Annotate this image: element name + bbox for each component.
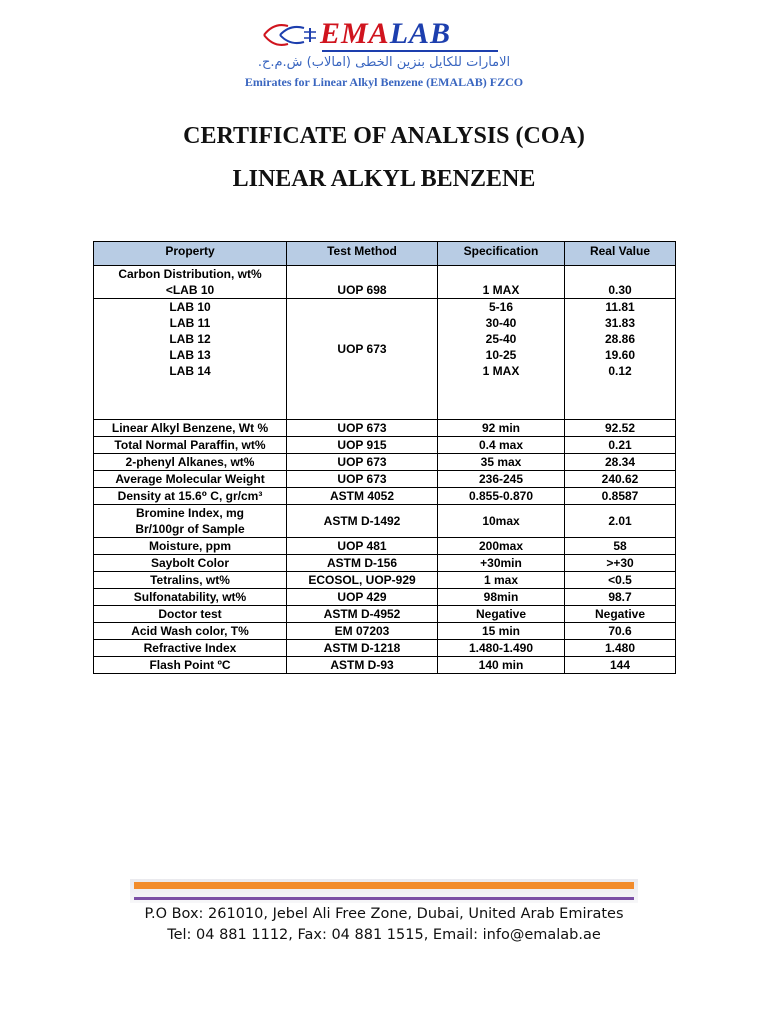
spec-cell: 15 min (438, 623, 565, 640)
property-cell: Moisture, ppm (94, 538, 287, 555)
footer-purple-bar (134, 897, 634, 900)
molecule-logo-icon (260, 20, 322, 50)
value-cell: 98.7 (565, 589, 676, 606)
table-row (94, 623, 676, 640)
method-cell: ECOSOL, UOP-929 (287, 572, 438, 589)
property-cell: Tetralins, wt% (94, 572, 287, 589)
spec-cell: 0.4 max (438, 437, 565, 454)
spec-cell: 0.855-0.870 (438, 488, 565, 505)
spec-cell: 92 min (438, 420, 565, 437)
property-cell: Sulfonatability, wt% (94, 589, 287, 606)
property-text: Carbon Distribution, wt% (118, 267, 262, 281)
table-row (94, 572, 676, 589)
property-text: <LAB 10 (165, 283, 215, 297)
spec-cell: 1 MAX (438, 266, 565, 299)
method-cell: UOP 915 (287, 437, 438, 454)
property-text: LAB 12 (169, 332, 211, 346)
table-row-lab-distribution (94, 299, 676, 420)
method-cell: EM 07203 (287, 623, 438, 640)
value-text: 11.81 (605, 300, 635, 314)
value-cell: 0.8587 (565, 488, 676, 505)
method-cell: UOP 481 (287, 538, 438, 555)
table-row (94, 555, 676, 572)
table-row (94, 657, 676, 674)
value-cell: 2.01 (565, 505, 676, 538)
product-title: LINEAR ALKYL BENZENE (232, 166, 536, 192)
table-row (94, 454, 676, 471)
property-text: Bromine Index, mg (135, 506, 245, 520)
value-text: 28.86 (604, 332, 636, 346)
property-cell: Average Molecular Weight (94, 471, 287, 488)
spec-cell: 35 max (438, 454, 565, 471)
value-cell: <0.5 (565, 572, 676, 589)
method-cell: ASTM D-1218 (287, 640, 438, 657)
spec-text: 25-40 (485, 332, 517, 346)
spec-cell: 1 max (438, 572, 565, 589)
analysis-table (93, 241, 676, 674)
property-text: LAB 14 (169, 364, 211, 378)
header-test-method: Test Method (287, 242, 438, 266)
method-cell: ASTM D-1492 (287, 505, 438, 538)
method-cell: UOP 673 (287, 471, 438, 488)
header-real-value: Real Value (565, 242, 676, 266)
property-cell (94, 299, 287, 420)
table-row (94, 538, 676, 555)
method-cell: ASTM D-4952 (287, 606, 438, 623)
value-cell: 92.52 (565, 420, 676, 437)
table-row (94, 488, 676, 505)
property-cell (94, 505, 287, 538)
logo-underline (322, 50, 498, 52)
table-row (94, 589, 676, 606)
value-cell: 1.480 (565, 640, 676, 657)
value-cell: >+30 (565, 555, 676, 572)
table-header-row (94, 242, 676, 266)
footer-contact: Tel: 04 881 1112, Fax: 04 881 1515, Email: info@emalab.ae (167, 927, 601, 943)
arabic-company-name: الامارات للكايل بنزين الخطى (امالاب) ش.م.ح. (257, 55, 511, 70)
method-cell: UOP 673 (287, 420, 438, 437)
spec-cell: +30min (438, 555, 565, 572)
property-cell: Linear Alkyl Benzene, Wt % (94, 420, 287, 437)
value-cell: 240.62 (565, 471, 676, 488)
spec-text: 5-16 (488, 300, 514, 314)
spec-cell (438, 299, 565, 420)
method-cell: ASTM D-156 (287, 555, 438, 572)
table-row (94, 420, 676, 437)
value-text: 19.60 (604, 348, 636, 362)
table-row-carbon-distribution (94, 266, 676, 299)
value-cell: 0.21 (565, 437, 676, 454)
property-cell: Acid Wash color, T% (94, 623, 287, 640)
method-cell: UOP 429 (287, 589, 438, 606)
property-text: Br/100gr of Sample (135, 522, 245, 536)
footer-orange-bar (134, 882, 634, 889)
value-cell: 144 (565, 657, 676, 674)
spec-text: 30-40 (485, 316, 517, 330)
property-cell: Doctor test (94, 606, 287, 623)
method-cell: ASTM D-93 (287, 657, 438, 674)
value-cell: 58 (565, 538, 676, 555)
property-cell: Total Normal Paraffin, wt% (94, 437, 287, 454)
property-text: LAB 11 (169, 316, 211, 330)
property-cell: Refractive Index (94, 640, 287, 657)
property-cell: Flash Point ºC (94, 657, 287, 674)
spec-cell: 98min (438, 589, 565, 606)
method-cell: ASTM 4052 (287, 488, 438, 505)
spec-cell: 200max (438, 538, 565, 555)
table-row (94, 640, 676, 657)
value-text: 0.12 (608, 364, 632, 378)
method-cell: UOP 673 (287, 454, 438, 471)
property-cell: 2-phenyl Alkanes, wt% (94, 454, 287, 471)
method-cell: UOP 673 (287, 299, 438, 420)
document-title: CERTIFICATE OF ANALYSIS (COA) (183, 123, 585, 149)
table-row (94, 471, 676, 488)
property-cell: Saybolt Color (94, 555, 287, 572)
value-cell: Negative (565, 606, 676, 623)
property-text: LAB 13 (169, 348, 211, 362)
spec-text: 10-25 (485, 348, 517, 362)
value-cell: 70.6 (565, 623, 676, 640)
spec-cell: 1.480-1.490 (438, 640, 565, 657)
logo-wordmark: EMALAB (320, 17, 452, 50)
value-cell (565, 299, 676, 420)
footer-address: P.O Box: 261010, Jebel Ali Free Zone, Dubai, United Arab Emirates (144, 906, 624, 922)
spec-cell: 140 min (438, 657, 565, 674)
property-cell: Density at 15.6⁰ C, gr/cm³ (94, 488, 287, 505)
value-text: 31.83 (604, 316, 636, 330)
table-row-bromine-index (94, 505, 676, 538)
company-name: Emirates for Linear Alkyl Benzene (EMALAB) FZCO (244, 75, 524, 89)
header-specification: Specification (438, 242, 565, 266)
method-cell: UOP 698 (287, 266, 438, 299)
header-property: Property (94, 242, 287, 266)
property-text: LAB 10 (169, 300, 211, 314)
emalab-logo (260, 18, 500, 52)
table-row (94, 606, 676, 623)
value-cell: 0.30 (565, 266, 676, 299)
spec-cell: 236-245 (438, 471, 565, 488)
table-row (94, 437, 676, 454)
property-cell (94, 266, 287, 299)
spec-cell: 10max (438, 505, 565, 538)
spec-text: 1 MAX (482, 364, 520, 378)
spec-cell: Negative (438, 606, 565, 623)
value-cell: 28.34 (565, 454, 676, 471)
